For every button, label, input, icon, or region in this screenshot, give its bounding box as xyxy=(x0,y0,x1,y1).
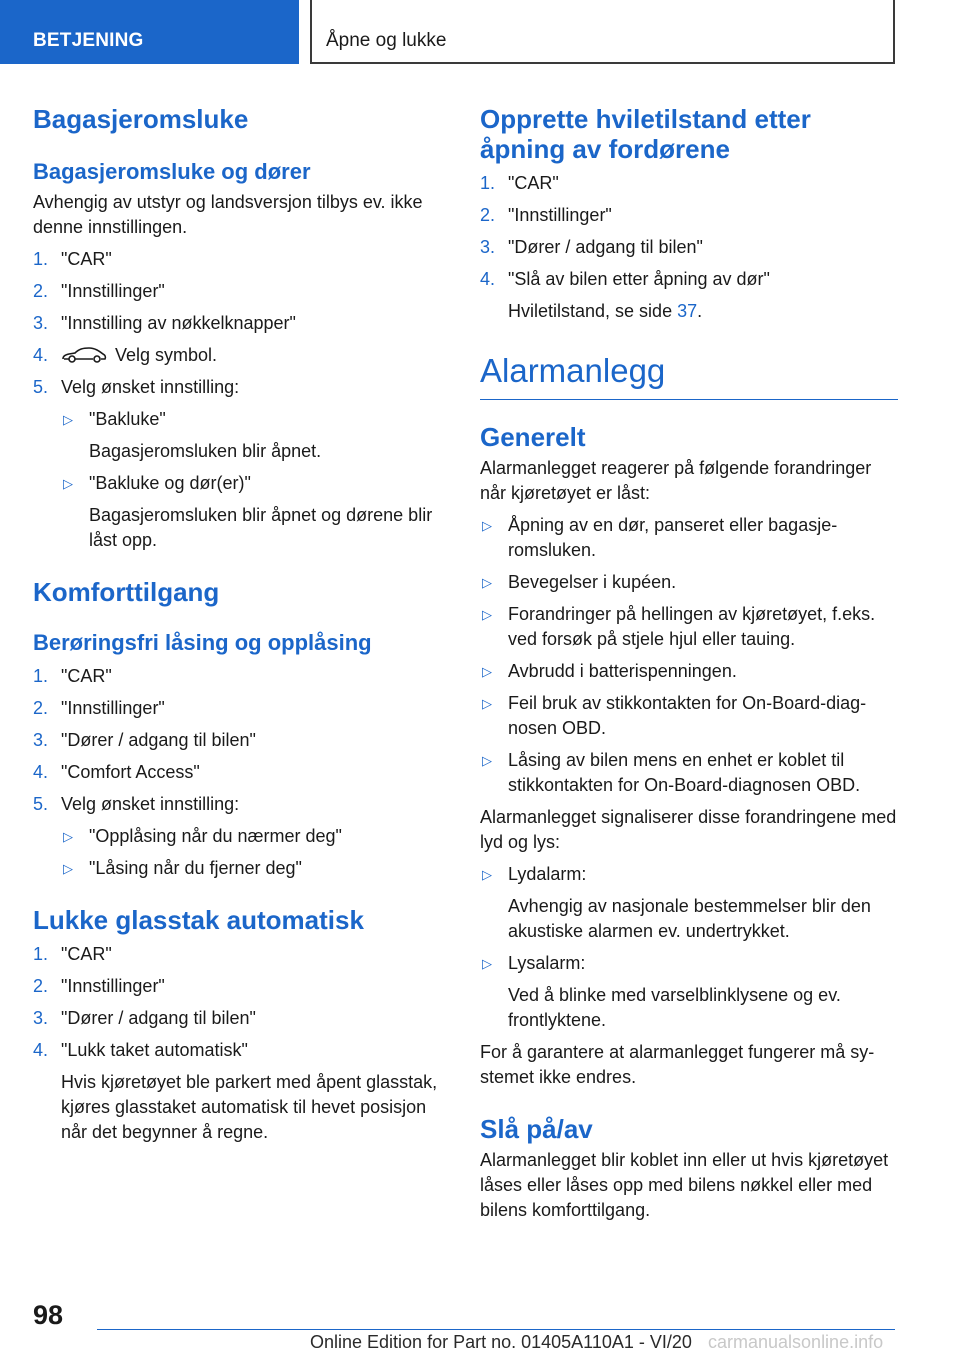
triangle-bullet-icon: ▷ xyxy=(482,518,492,533)
step-text: "Innstillinger" xyxy=(61,281,165,301)
hvile-note xyxy=(508,299,898,324)
list-number: 4. xyxy=(33,762,49,782)
step-text: "Innstillinger" xyxy=(508,205,612,225)
slaa-text: Alarmanlegget blir koblet inn eller ut hvis kjøretøyet låses eller låses opp med bilens nøkkel eller med bilens komforttilgang. xyxy=(480,1150,889,1220)
heading-slaa-paa-av: Slå på/av xyxy=(480,1114,593,1144)
option-item xyxy=(61,824,448,849)
step-text: "Innstilling av nøkkelknapper" xyxy=(61,313,296,333)
generelt-intro: Alarmanlegget reagerer på følgende forandringer når kjøretøyet er låst: xyxy=(480,458,872,503)
glasstak-note: Hvis kjøretøyet ble parkert med åpent glasstak, kjøres glasstaket automatisk til hevet posisjon når det begynner å regne. xyxy=(61,1072,438,1142)
trigger-text: Åpning av en dør, panseret eller bagasjeromsluken. xyxy=(508,515,838,560)
subheading-bagasjeromsluke-dorer: Bagasjeromsluke og dører xyxy=(33,159,311,184)
trigger-text: Avbrudd i batterispenningen. xyxy=(508,661,737,681)
list-number: 3. xyxy=(33,1008,49,1028)
heading-generelt: Generelt xyxy=(480,422,586,452)
list-item xyxy=(33,760,448,785)
heading-alarmanlegg: Alarmanlegg xyxy=(480,351,898,400)
triangle-bullet-icon: ▷ xyxy=(63,829,73,844)
signal-intro: Alarmanlegget signaliserer disse forandringene med lyd og lys: xyxy=(480,807,897,852)
glasstak-steps xyxy=(33,942,448,1145)
list-item xyxy=(33,728,448,753)
step-text: "CAR" xyxy=(61,944,112,964)
option-label: "Bakluke" xyxy=(89,409,166,429)
step-text: "Comfort Access" xyxy=(61,762,200,782)
list-item xyxy=(33,343,448,368)
heading-bagasjeromsluke: Bagasjeromsluke xyxy=(33,104,249,134)
list-number: 5. xyxy=(33,794,49,814)
triangle-bullet-icon: ▷ xyxy=(63,476,73,491)
list-number: 1. xyxy=(480,173,496,193)
note-text: Hviletilstand, se side xyxy=(508,301,678,321)
list-number: 1. xyxy=(33,249,49,269)
bagasje-steps xyxy=(33,247,448,553)
option-label: "Låsing når du fjerner deg" xyxy=(89,858,302,878)
list-item xyxy=(33,942,448,967)
note-suffix: . xyxy=(697,301,703,321)
list-number: 4. xyxy=(480,269,496,289)
list-item xyxy=(33,311,448,336)
list-number: 3. xyxy=(33,313,49,333)
option-label: "Bakluke og dør(er)" xyxy=(89,473,251,493)
step-text: "Innstillinger" xyxy=(61,976,165,996)
trigger-item xyxy=(480,659,898,684)
hvile-steps xyxy=(480,171,898,324)
list-number: 5. xyxy=(33,377,49,397)
signal-label: Lysalarm: xyxy=(508,953,586,973)
triangle-bullet-icon: ▷ xyxy=(482,664,492,679)
list-number: 1. xyxy=(33,666,49,686)
trigger-text: Bevegelser i kupéen. xyxy=(508,572,677,592)
option-desc: Bagasjeromsluken blir åpnet og dørene blir låst opp. xyxy=(89,505,433,550)
page-reference-link[interactable]: 37 xyxy=(677,301,698,321)
header-section-label: BETJENING xyxy=(0,0,299,64)
list-item xyxy=(480,235,898,260)
option-label: "Opplåsing når du nærmer deg" xyxy=(89,826,342,846)
triangle-bullet-icon: ▷ xyxy=(482,753,492,768)
trigger-item xyxy=(480,570,898,595)
heading-lukke-glasstak: Lukke glasstak automatisk xyxy=(33,905,364,935)
signal-desc: Ved å blinke med varselblinklysene og ev. frontlyktene. xyxy=(508,985,841,1030)
list-item xyxy=(33,1038,448,1145)
signal-item xyxy=(480,951,898,1033)
list-number: 3. xyxy=(33,730,49,750)
list-item xyxy=(480,171,898,196)
triangle-bullet-icon: ▷ xyxy=(482,867,492,882)
list-item xyxy=(33,974,448,999)
list-item xyxy=(33,696,448,721)
triangle-bullet-icon: ▷ xyxy=(63,412,73,427)
list-item xyxy=(33,247,448,272)
list-number: 2. xyxy=(33,976,49,996)
signal-desc: Avhengig av nasjonale bestemmelser blir den akustiske alarmen ev. undertrykket. xyxy=(508,896,871,941)
car-icon xyxy=(61,344,107,364)
trigger-text: Forandringer på hellingen av kjøretøyet, f.eks. ved forsøk på stjele hjul eller tauing. xyxy=(508,604,876,649)
option-desc: Bagasjeromsluken blir åpnet. xyxy=(89,441,322,461)
step-text: "CAR" xyxy=(508,173,559,193)
triangle-bullet-icon: ▷ xyxy=(482,956,492,971)
trigger-item xyxy=(480,602,898,652)
triangle-bullet-icon: ▷ xyxy=(482,607,492,622)
step-text: "Lukk taket automatisk" xyxy=(61,1040,248,1060)
list-number: 4. xyxy=(33,345,49,365)
trigger-item xyxy=(480,513,898,563)
list-item xyxy=(33,792,448,881)
komfort-steps xyxy=(33,664,448,881)
step-text: "Dører / adgang til bilen" xyxy=(61,1008,256,1028)
step-text: "CAR" xyxy=(61,666,112,686)
list-number: 2. xyxy=(480,205,496,225)
page-number: 98 xyxy=(33,1300,64,1330)
step-text: "Slå av bilen etter åpning av dør" xyxy=(508,269,770,289)
list-number: 1. xyxy=(33,944,49,964)
alarm-closing: For å garantere at alarmanlegget fungerer må systemet ikke endres. xyxy=(480,1042,875,1087)
step-text: Velg symbol. xyxy=(115,345,218,365)
triangle-bullet-icon: ▷ xyxy=(482,696,492,711)
watermark: carmanualsonline.info xyxy=(708,1332,884,1352)
list-item xyxy=(33,1006,448,1031)
left-column xyxy=(33,100,448,1145)
heading-hviletilstand: Opprette hviletilstand etter åpning av fordørene xyxy=(480,104,811,164)
option-item xyxy=(61,407,448,464)
list-item xyxy=(33,664,448,689)
list-item xyxy=(480,267,898,324)
signal-item xyxy=(480,862,898,944)
subheading-beroringsfri: Berøringsfri låsing og opplåsing xyxy=(33,630,372,655)
footer-divider xyxy=(97,1329,895,1330)
trigger-item xyxy=(480,748,898,798)
step-text: "CAR" xyxy=(61,249,112,269)
trigger-text: Feil bruk av stikkontakten for On-Board-diagnosen OBD. xyxy=(508,693,867,738)
option-item xyxy=(61,856,448,881)
signal-label: Lydalarm: xyxy=(508,864,587,884)
list-item xyxy=(33,279,448,304)
step-text: Velg ønsket innstilling: xyxy=(61,377,240,397)
step-text: "Dører / adgang til bilen" xyxy=(508,237,703,257)
triangle-bullet-icon: ▷ xyxy=(482,575,492,590)
right-column xyxy=(480,100,898,1223)
step-text: "Dører / adgang til bilen" xyxy=(61,730,256,750)
list-item xyxy=(480,203,898,228)
triangle-bullet-icon: ▷ xyxy=(63,861,73,876)
list-number: 3. xyxy=(480,237,496,257)
footer-edition: Online Edition for Part no. 01405A110A1 - VI/20 xyxy=(310,1332,692,1352)
trigger-item xyxy=(480,691,898,741)
header-chapter-title: Åpne og lukke xyxy=(310,0,895,64)
step-text: Velg ønsket innstilling: xyxy=(61,794,240,814)
trigger-text: Låsing av bilen mens en enhet er koblet til stikkontakten for On-Board-diagnosen OBD. xyxy=(508,750,861,795)
list-number: 2. xyxy=(33,698,49,718)
heading-komforttilgang: Komforttilgang xyxy=(33,577,220,607)
list-number: 4. xyxy=(33,1040,49,1060)
option-item xyxy=(61,471,448,553)
bagasje-intro: Avhengig av utstyr og landsversjon tilbys ev. ikke denne innstillingen. xyxy=(33,192,423,237)
list-number: 2. xyxy=(33,281,49,301)
list-item xyxy=(33,375,448,553)
step-text: "Innstillinger" xyxy=(61,698,165,718)
